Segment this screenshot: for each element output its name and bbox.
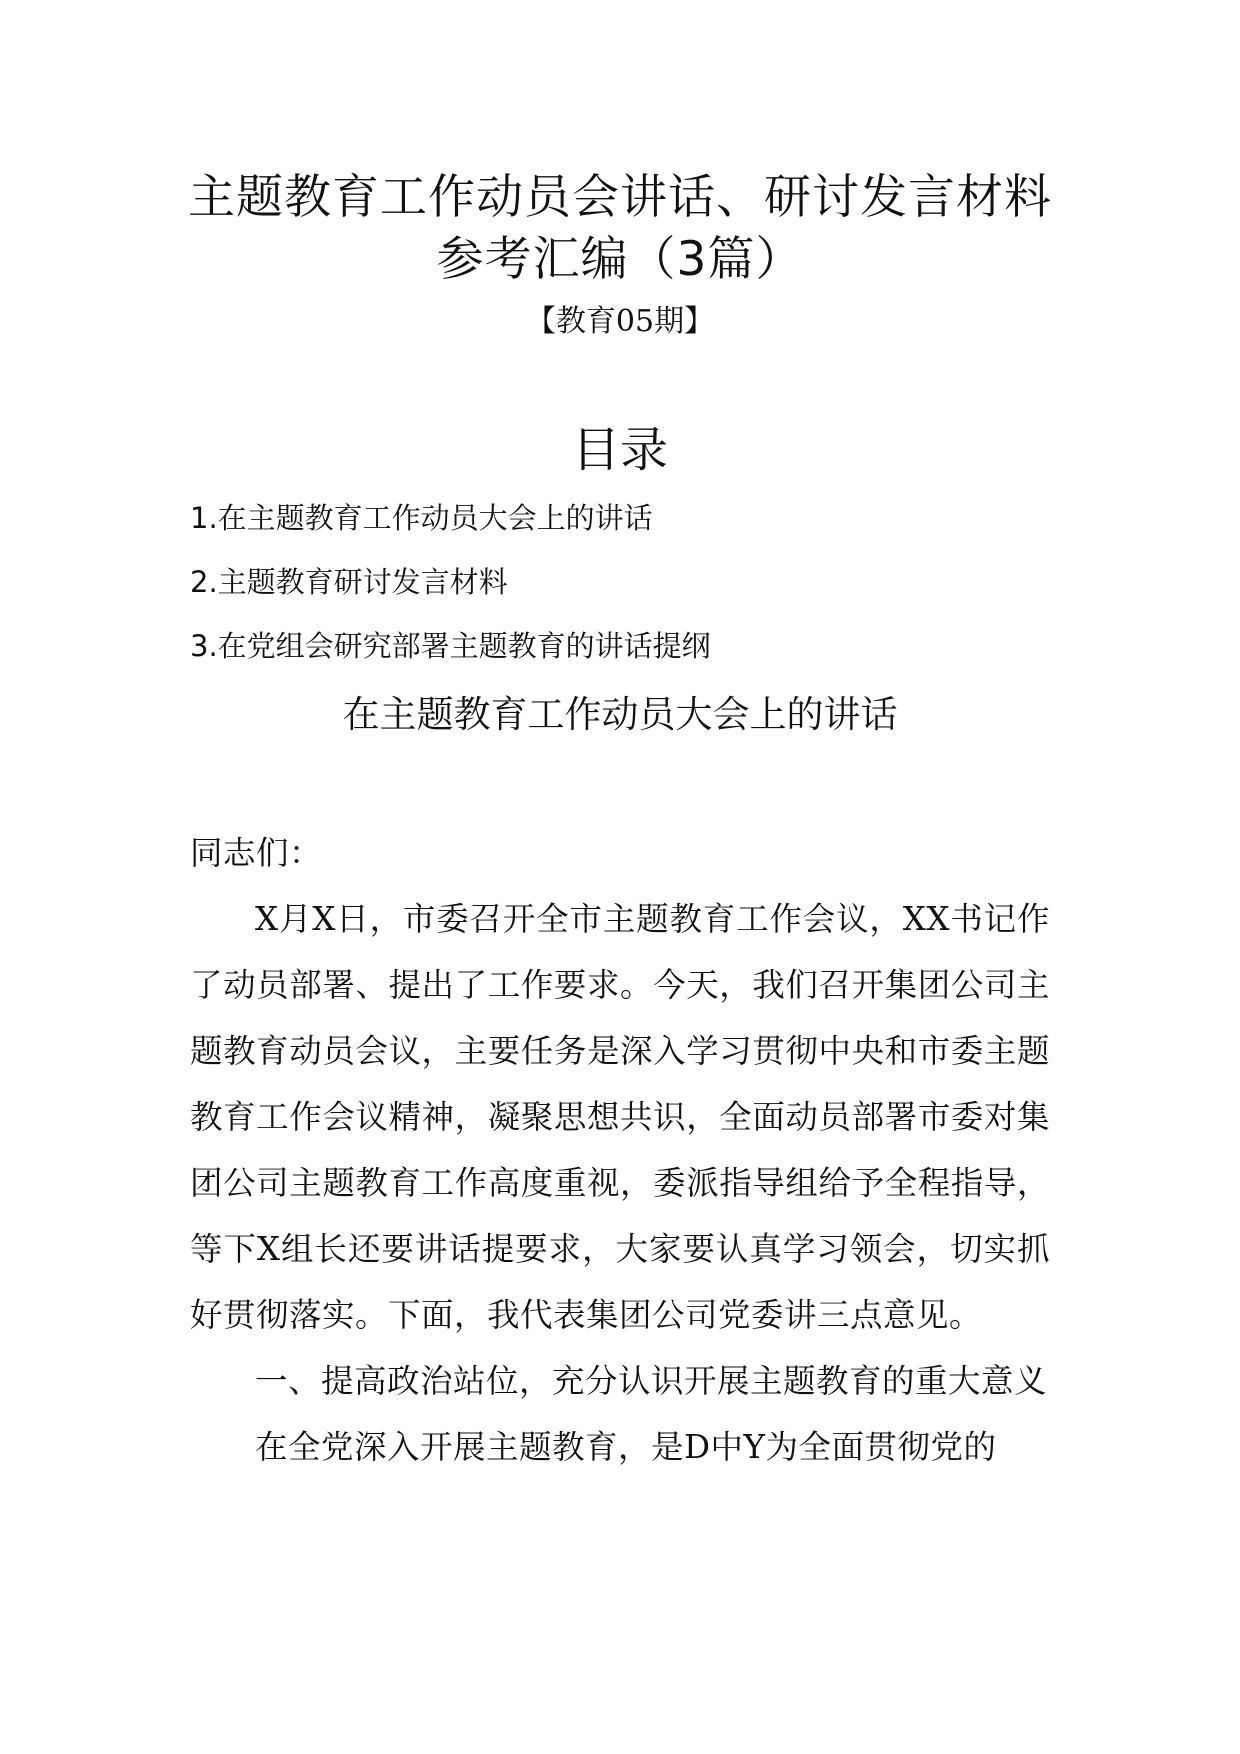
paragraph-heading-1: 一、提高政治站位，充分认识开展主题教育的重大意义 xyxy=(255,1362,1048,1400)
salutation: 同志们： xyxy=(190,834,323,872)
document-title-line-1: 主题教育工作动员会讲话、研讨发言材料 xyxy=(188,170,1052,225)
toc-item-2: 2.主题教育研讨发言材料 xyxy=(190,565,508,599)
toc-item-1: 1.在主题教育工作动员大会上的讲话 xyxy=(190,501,653,535)
issue-label: 【教育05期】 xyxy=(525,304,715,339)
section-title: 在主题教育工作动员大会上的讲话 xyxy=(342,693,898,736)
paragraph-1: X月X日，市委召开全市主题教育工作会议，XX书记作了动员部署、提出了工作要求。今天，我们召开集团公司主题教育动员会议，主要任务是深入学习贯彻中央和市委主题教育工作会议精神，凝聚思想共识，全面动员部署市委对集团公司主题教育工作高度重视，委派指导组给予全程指导，等下X组长还要讲话提要求，大家要认真学习领会，切实抓好贯彻落实。下面，我代表集团公司党委讲三点意见。 xyxy=(190,900,1050,1334)
paragraph-2: 在全党深入开展主题教育，是D中Y为全面贯彻党的 xyxy=(255,1428,997,1466)
toc-item-3: 3.在党组会研究部署主题教育的讲话提纲 xyxy=(190,629,711,663)
toc-heading: 目录 xyxy=(571,422,668,478)
table-of-contents xyxy=(190,498,711,690)
body-text xyxy=(190,820,1050,1480)
document-title-line-2: 参考汇编（3篇） xyxy=(436,232,804,287)
